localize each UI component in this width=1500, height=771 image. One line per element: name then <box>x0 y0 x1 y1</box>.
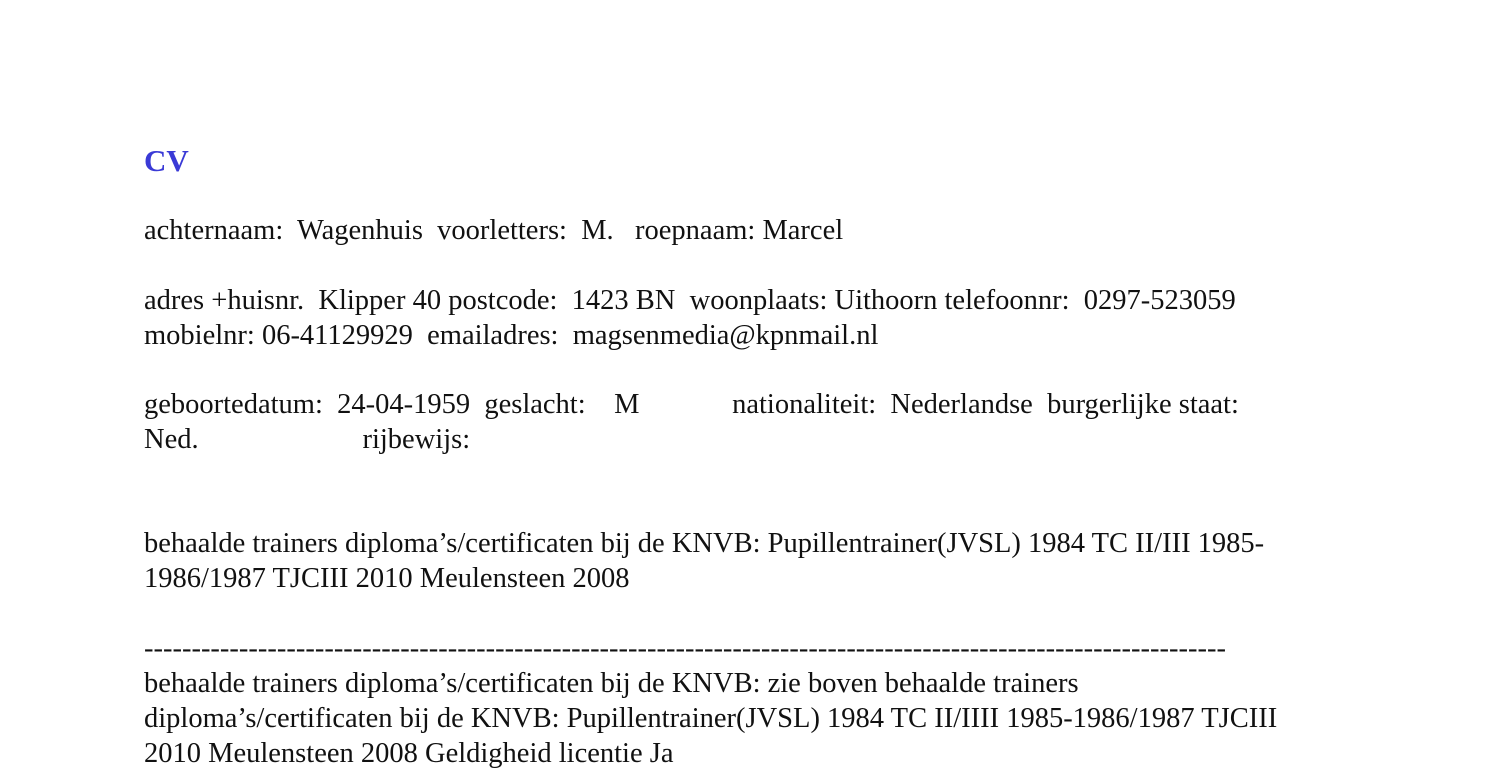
document-title: CV <box>144 143 189 178</box>
personal-details-line: geboortedatum: 24-04-1959 geslacht: M nationaliteit: Nederlandse burgerlijke staat: <box>144 389 1239 420</box>
address-line: adres +huisnr. Klipper 40 postcode: 1423 BN woonplaats: Uithoorn telefoonnr: 0297-523059 <box>144 285 1236 316</box>
diplomas-repeat-line-end: 2010 Meulensteen 2008 Geldigheid licentie Ja <box>144 738 674 769</box>
diplomas-repeat-line-cont: diploma’s/certificaten bij de KNVB: Pupillentrainer(JVSL) 1984 TC II/IIII 1985-1986/1987 TJCIII <box>144 703 1278 734</box>
contact-line: mobielnr: 06-41129929 emailadres: magsenmedia@kpnmail.nl <box>144 320 879 351</box>
diplomas-line-cont: 1986/1987 TJCIII 2010 Meulensteen 2008 <box>144 563 630 594</box>
diplomas-repeat-line: behaalde trainers diploma’s/certificaten bij de KNVB: zie boven behaalde trainers <box>144 668 1079 699</box>
name-line: achternaam: Wagenhuis voorletters: M. roepnaam: Marcel <box>144 215 844 246</box>
separator-line: ------------------------------------------------------------------------------------------------------------------ <box>144 633 1226 664</box>
personal-details-line-cont: Ned. rijbewijs: <box>144 424 471 455</box>
diplomas-line: behaalde trainers diploma’s/certificaten bij de KNVB: Pupillentrainer(JVSL) 1984 TC II/III 1985- <box>144 528 1265 559</box>
